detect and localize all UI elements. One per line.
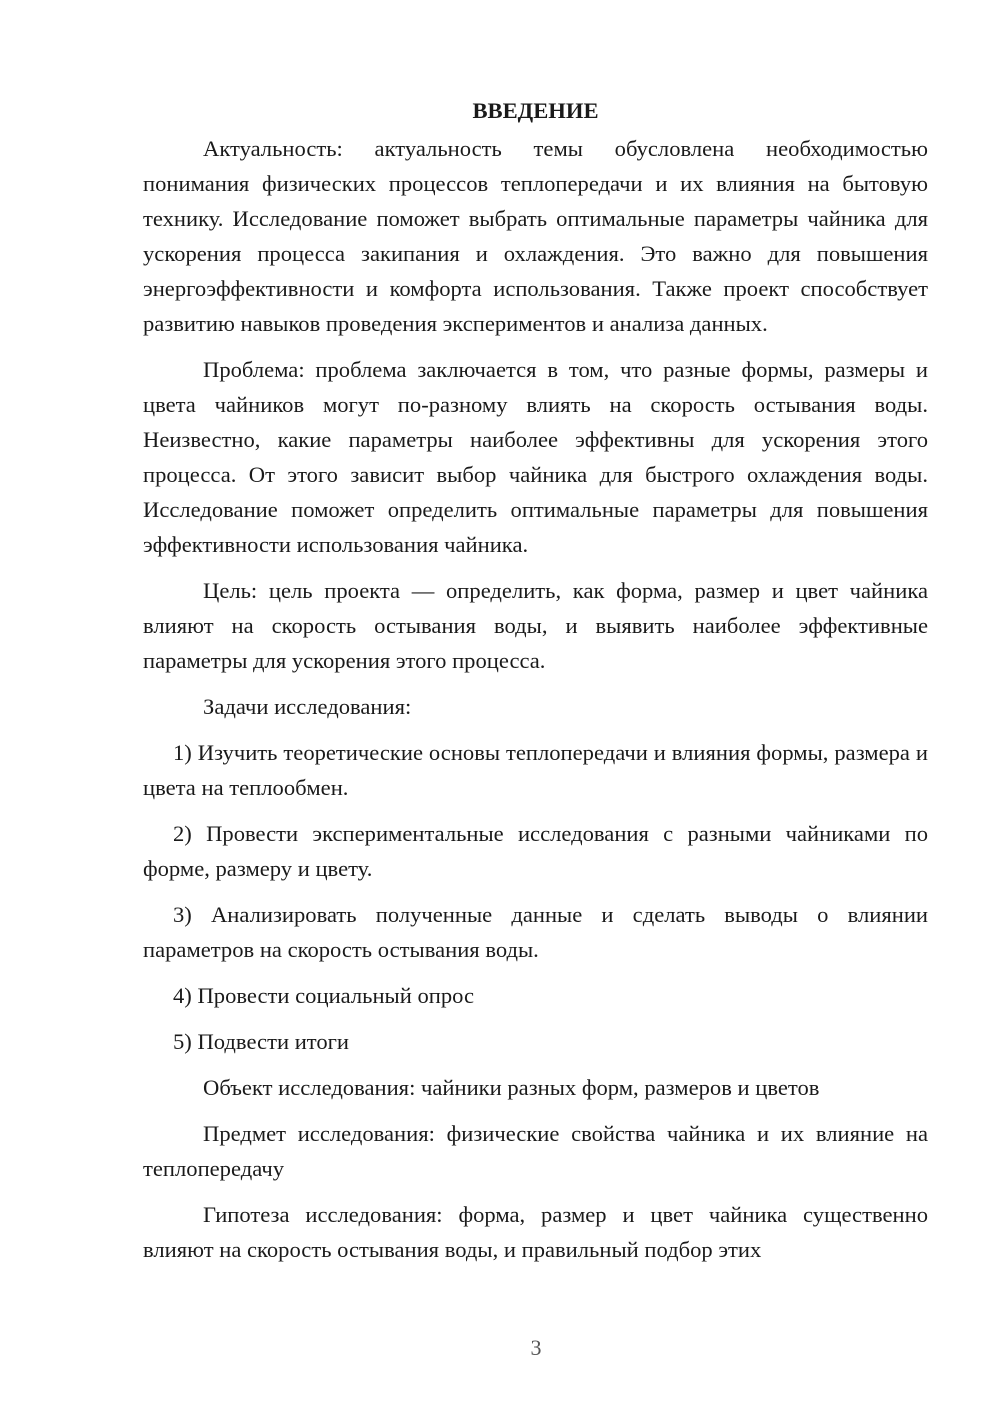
section-title: ВВЕДЕНИЕ — [472, 98, 599, 123]
tasks-heading: Задачи исследования: — [203, 694, 412, 719]
document-page — [143, 96, 928, 1278]
relevance-paragraph: Актуальность: актуальность темы обусловлена необходимостью понимания физических процессов теплопередачи и их влияния на бытовую технику. Исследование поможет выбрать оптимальные параметры чайника для ускорения процесса закипания и охлаждения. Это важно для повышения энергоэффективности и комфорта использования. Также проект способствует развитию навыков проведения экспериментов и анализа данных. — [143, 136, 928, 336]
hypothesis-paragraph: Гипотеза исследования: форма, размер и цвет чайника существенно влияют на скорость остывания воды, и правильный подбор этих — [143, 1202, 928, 1262]
subject-paragraph: Предмет исследования: физические свойства чайника и их влияние на теплопередачу — [143, 1121, 928, 1181]
task-item-2: 2) Провести экспериментальные исследования с разными чайниками по форме, размеру и цвету. — [143, 821, 928, 881]
page-number: 3 — [530, 1335, 542, 1360]
task-item-1: 1) Изучить теоретические основы теплопередачи и влияния формы, размера и цвета на теплообмен. — [143, 740, 928, 800]
goal-paragraph: Цель: цель проекта — определить, как форма, размер и цвет чайника влияют на скорость остывания воды, и выявить наиболее эффективные параметры для ускорения этого процесса. — [143, 578, 928, 673]
problem-paragraph: Проблема: проблема заключается в том, что разные формы, размеры и цвета чайников могут по-разному влиять на скорость остывания воды. Неизвестно, какие параметры наиболее эффективны для ускорения этого процесса. От этого зависит выбор чайника для быстрого охлаждения воды. Исследование поможет определить оптимальные параметры для повышения эффективности использования чайника. — [143, 357, 928, 557]
task-item-3: 3) Анализировать полученные данные и сделать выводы о влиянии параметров на скорость остывания воды. — [143, 902, 928, 962]
task-item-4: 4) Провести социальный опрос — [173, 983, 475, 1008]
object-paragraph: Объект исследования: чайники разных форм, размеров и цветов — [203, 1075, 820, 1100]
task-item-5: 5) Подвести итоги — [173, 1029, 350, 1054]
